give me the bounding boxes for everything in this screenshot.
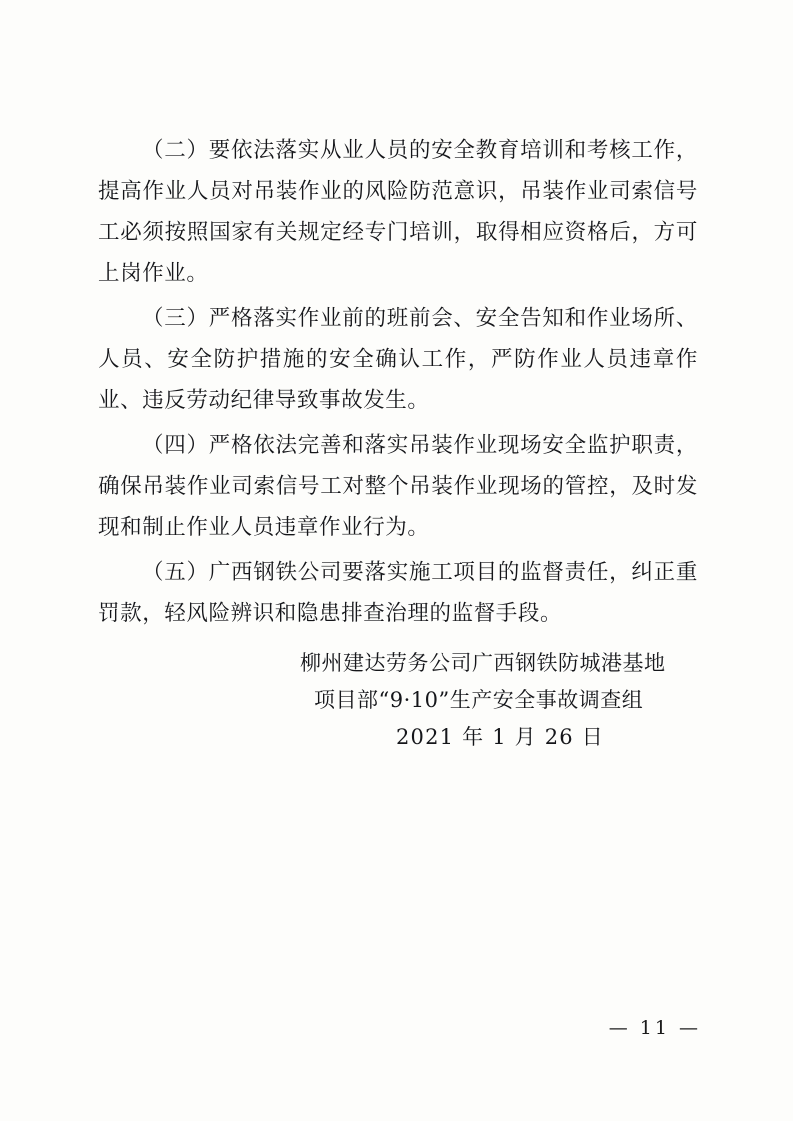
paragraph-item-4: （四）严格依法完善和落实吊装作业现场安全监护职责，确保吊装作业司索信号工对整个吊装作业现场的管控，及时发现和制止作业人员违章作业行为。 — [98, 433, 698, 540]
paragraph-item-3: （三）严格落实作业前的班前会、安全告知和作业场所、人员、安全防护措施的安全确认工作，严防作业人员违章作业、违反劳动纪律导致事故发生。 — [98, 306, 698, 413]
signature-block — [300, 645, 720, 756]
signature-organization: 柳州建达劳务公司广西钢铁防城港基地 — [300, 651, 666, 675]
document-body — [98, 130, 698, 638]
signature-department: 项目部“9·10”生产安全事故调查组 — [314, 688, 644, 712]
page-number: — 11 — — [608, 1017, 701, 1039]
signature-date: 2021 年 1 月 26 日 — [396, 725, 604, 749]
paragraph-item-2: （二）要依法落实从业人员的安全教育培训和考核工作，提高作业人员对吊装作业的风险防范意识，吊装作业司索信号工必须按照国家有关规定经专门培训，取得相应资格后，方可上岗作业。 — [98, 138, 698, 286]
paragraph-item-5: （五）广西钢铁公司要落实施工项目的监督责任，纠正重罚款，轻风险辨识和隐患排查治理的监督手段。 — [98, 560, 698, 626]
